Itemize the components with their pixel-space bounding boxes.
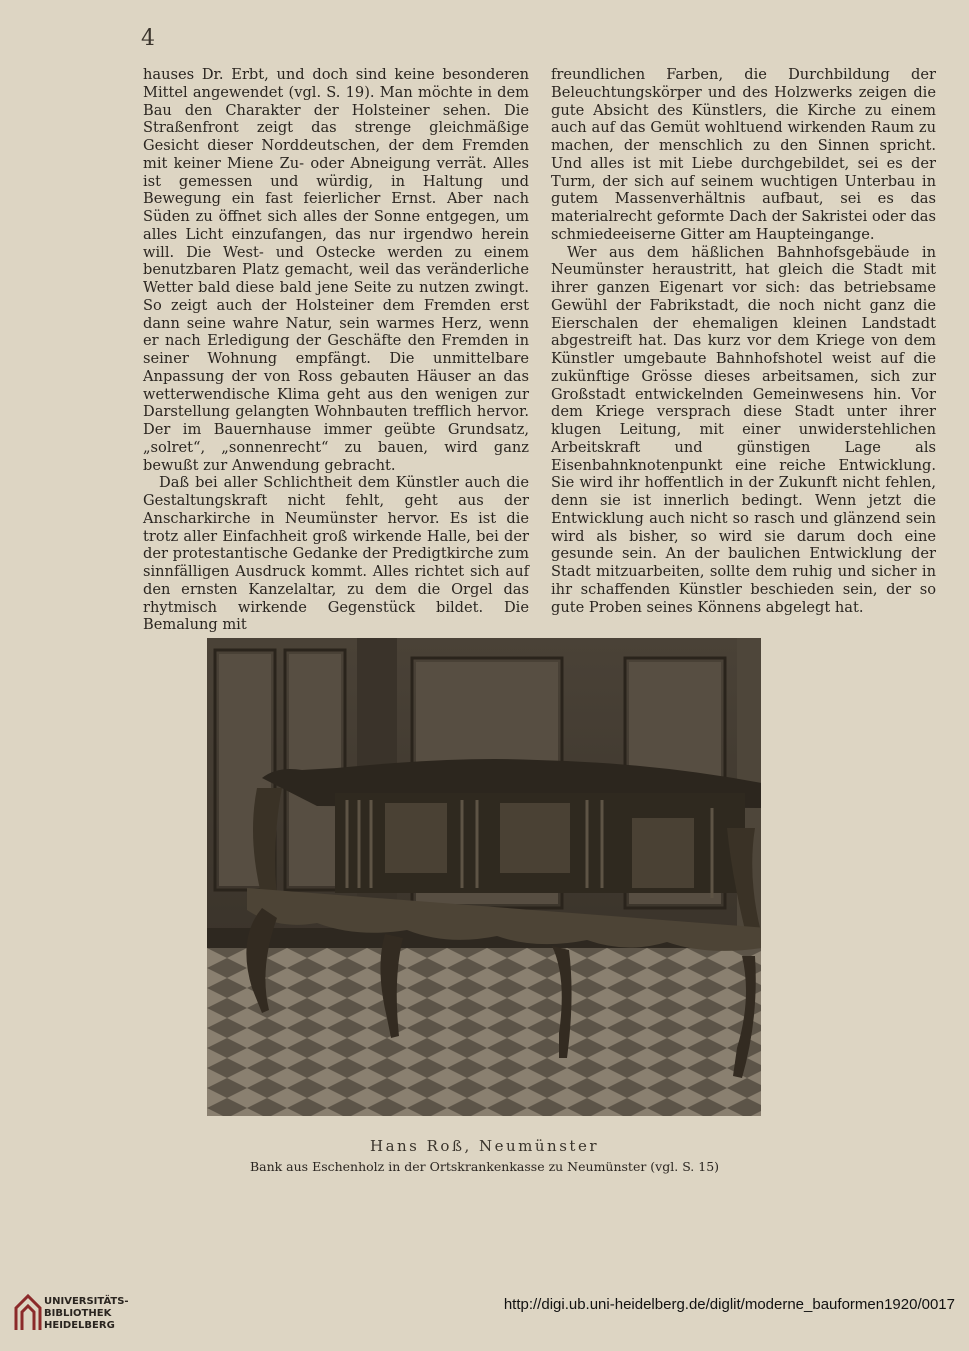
paragraph: freundlichen Farben, die Durchbildung der Beleuchtungskörper und des Holzwerks zeigen die gute Absicht des Künstlers, die Kirche zu einem auch auf das Gemüt wohltuend wirkenden Raum zu machen, der menschlich zu den Sinnen spricht. Und alles ist mit Liebe durchgebildet, sei es der Turm, der sich auf seinem wuchtigen Unterbau in gutem Massenverhältnis aufbaut, sei es das materialrecht geformte Dach der Sakristei oder das schmiedeeiserne Gitter am Haupteingange.: [551, 66, 936, 243]
library-name-line: HEIDELBERG: [44, 1320, 115, 1331]
bench-photograph: [207, 638, 761, 1116]
library-name-line: UNIVERSITÄTS-: [44, 1296, 129, 1307]
paragraph: Daß bei aller Schlichtheit dem Künstler auch die Gestaltungskraft nicht fehlt, geht aus der Anscharkirche in Neumünster hervor. Es ist die trotz aller Einfachheit groß wirkende Halle, bei der der protestantische Gedanke der Predigtkirche zum sinnfälligen Ausdruck kommt. Alles richtet sich auf den ernsten Kanzelaltar, zu dem die Orgel das rhytmisch wirkende Gegenstück bildet. Die Bemalung mit: [143, 474, 529, 634]
text-column-left: [143, 66, 529, 634]
paragraph: hauses Dr. Erbt, und doch sind keine besonderen Mittel angewendet (vgl. S. 19). Man möchte in dem Bau den Charakter der Holsteiner sehen. Die Straßenfront zeigt das strenge gleichmäßige Gesicht dieser Norddeutschen, der dem Fremden mit keiner Miene Zu- oder Abneigung verrät. Alles ist gemessen und würdig, in Haltung und Bewegung ein fast feierlicher Ernst. Aber nach Süden zu öffnet sich alles der Sonne entgegen, um alles Licht einzufangen, das nur irgendwo herein will. Die West- und Ostecke werden zu einem benutzbaren Platz gemacht, weil das veränderliche Wetter bald diese bald jene Seite zu nutzen zwingt. So zeigt auch der Holsteiner dem Fremden erst dann seine wahre Natur, sein warmes Herz, wenn er nach Erledigung der Geschäfte den Fremden in seiner Wohnung empfängt. Die unmittelbare Anpassung der von Ross gebauten Häuser an das wetterwendische Klima geht aus den wenigen zur Darstellung gelangten Wohnbauten trefflich hervor. Der im Bauernhause immer geübte Grundsatz, „solret“, „sonnenrecht“ zu bauen, wird ganz bewußt zur Anwendung gebracht.: [143, 66, 529, 474]
source-url-link[interactable]: http://digi.ub.uni-heidelberg.de/diglit/moderne_bauformen1920/0017: [503, 1296, 955, 1313]
caption-subtitle: Bank aus Eschenholz in der Ortskrankenkasse zu Neumünster (vgl. S. 15): [249, 1159, 720, 1174]
text-column-right: [551, 66, 936, 616]
library-name-line: BIBLIOTHEK: [44, 1308, 112, 1319]
library-name: [44, 1296, 129, 1332]
caption-title: Hans Roß, Neumünster: [369, 1137, 599, 1155]
paragraph: Wer aus dem häßlichen Bahnhofsgebäude in Neumünster heraustritt, hat gleich die Stadt mit ihrer ganzen Eigenart vor sich: das betriebsame Gewühl der Fabrikstadt, die noch nicht ganz die Eierschalen der ehemaligen kleinen Landstadt abgestreift hat. Das kurz vor dem Kriege von dem Künstler umgebaute Bahnhofshotel weist auf die zukünftige Grösse dieses arbeitsamen, sich zur Großstadt entwickelnden Gemeinwesens hin. Vor dem Kriege versprach diese Stadt unter ihrer klugen Leitung, mit einer unwiderstehlichen Arbeitskraft und günstigen Lage als Eisenbahnknotenpunkt eine reiche Entwicklung. Sie wird ihr hoffentlich in der Zukunft nicht fehlen, denn sie ist innerlich bedingt. Wenn jetzt die Entwicklung auch nicht so rasch und glänzend sein wird als bisher, so wird sie darum doch eine gesunde sein. An der baulichen Entwicklung der Stadt mitzuarbeiten, sollte dem ruhig und sicher in ihr schaffenden Künstler beschieden sein, der so gute Proben seines Könnens abgelegt hat.: [551, 243, 936, 616]
page-number: 4: [141, 26, 155, 51]
